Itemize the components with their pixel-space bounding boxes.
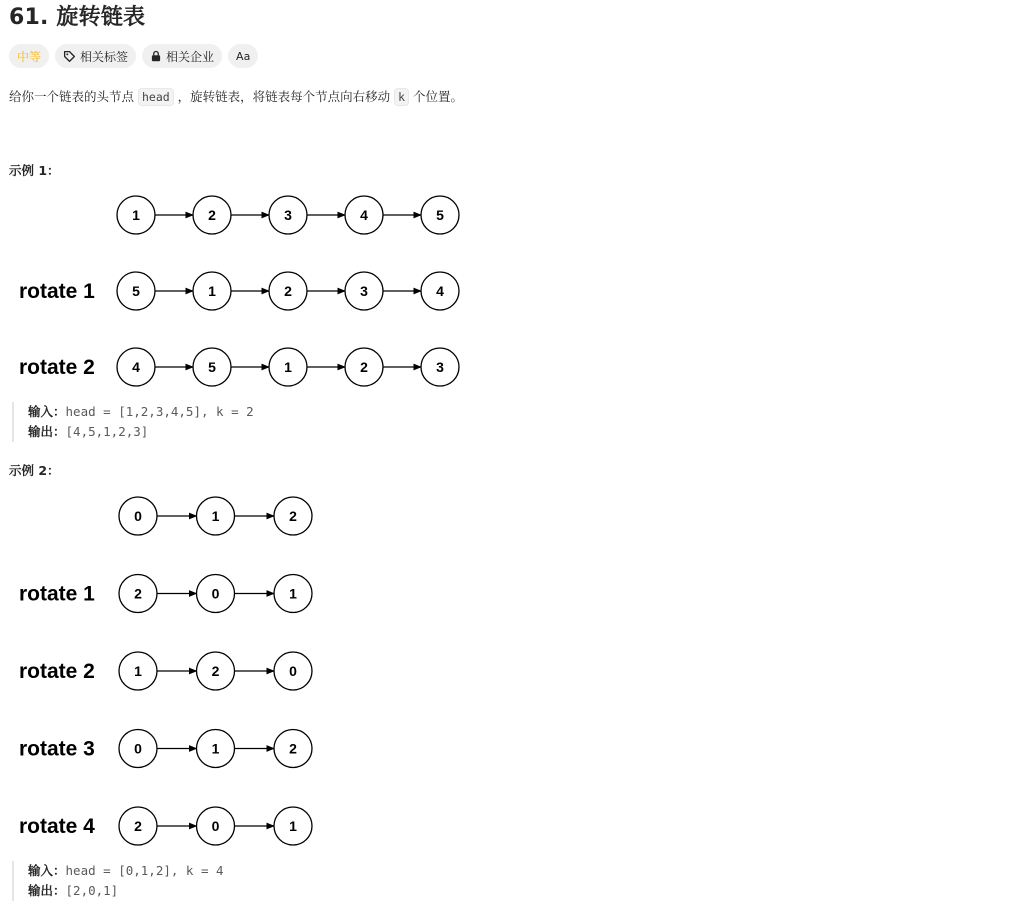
node-value: 0 bbox=[211, 585, 220, 602]
node-value: 1 bbox=[289, 585, 297, 602]
node-value: 0 bbox=[289, 663, 297, 679]
inline-code-k: k bbox=[394, 88, 409, 106]
difficulty-badge[interactable] bbox=[9, 44, 49, 68]
node-value: 5 bbox=[436, 207, 444, 223]
node-value: 2 bbox=[134, 818, 142, 834]
node-value: 2 bbox=[360, 359, 368, 375]
example-2-title: 示例 2： bbox=[9, 463, 60, 478]
node-value: 1 bbox=[208, 283, 216, 299]
node-value: 5 bbox=[208, 359, 216, 375]
node-value: 4 bbox=[132, 359, 140, 375]
node-value: 1 bbox=[211, 740, 220, 757]
node-value: 3 bbox=[436, 359, 444, 375]
rotate-label: rotate 2 bbox=[19, 660, 95, 683]
input-label: 输入： bbox=[28, 863, 66, 878]
output-value: [2,0,1] bbox=[65, 883, 119, 898]
related-companies-button[interactable] bbox=[142, 44, 222, 68]
node-value: 0 bbox=[134, 740, 142, 757]
tag-icon bbox=[63, 50, 76, 63]
related-tags-button[interactable] bbox=[55, 44, 136, 68]
example-1-title: 示例 1： bbox=[9, 163, 60, 178]
output-label: 输出： bbox=[28, 883, 66, 898]
translate-button[interactable] bbox=[228, 44, 258, 68]
node-value: 5 bbox=[132, 283, 140, 299]
node-value: 1 bbox=[134, 663, 142, 679]
related-tags-label: 相关标签 bbox=[80, 49, 129, 64]
node-value: 2 bbox=[289, 740, 297, 757]
output-label: 输出： bbox=[28, 424, 66, 439]
node-value: 4 bbox=[436, 283, 444, 299]
node-value: 2 bbox=[208, 207, 216, 223]
rotate-label: rotate 3 bbox=[19, 737, 95, 761]
input-label: 输入： bbox=[28, 404, 66, 419]
node-value: 4 bbox=[360, 207, 368, 223]
problem-title: 61. 旋转链表 bbox=[9, 5, 146, 30]
output-value: [4,5,1,2,3] bbox=[65, 424, 149, 439]
example-2-io bbox=[12, 861, 224, 901]
input-value: head = [0,1,2], k = 4 bbox=[65, 863, 224, 878]
node-value: 2 bbox=[134, 585, 142, 602]
difficulty-label: 中等 bbox=[17, 49, 42, 64]
node-value: 0 bbox=[134, 508, 142, 524]
inline-code-head: head bbox=[138, 88, 174, 106]
problem-description bbox=[9, 87, 463, 105]
node-value: 1 bbox=[211, 508, 220, 524]
rotate-label: rotate 4 bbox=[19, 815, 95, 838]
node-value: 3 bbox=[284, 207, 292, 223]
example-1-io bbox=[12, 402, 254, 442]
lock-icon bbox=[150, 50, 162, 62]
node-value: 1 bbox=[289, 818, 297, 834]
rotate-label: rotate 1 bbox=[19, 280, 95, 303]
example-2-diagram bbox=[0, 485, 520, 855]
translate-icon: Aa bbox=[236, 49, 251, 63]
description-text: 个位置。 bbox=[409, 89, 464, 104]
rotate-label: rotate 2 bbox=[19, 356, 95, 379]
node-value: 0 bbox=[211, 818, 220, 834]
description-text: ，旋转链表，将链表每个节点向右移动 bbox=[173, 89, 395, 104]
description-text: 给你一个链表的头节点 bbox=[9, 89, 138, 104]
related-companies-label: 相关企业 bbox=[166, 49, 215, 64]
node-value: 2 bbox=[211, 663, 220, 679]
tag-bar bbox=[9, 44, 258, 68]
node-value: 3 bbox=[360, 283, 368, 299]
node-value: 2 bbox=[284, 283, 292, 299]
node-value: 1 bbox=[284, 359, 292, 375]
node-value: 2 bbox=[289, 508, 297, 524]
node-value: 1 bbox=[132, 207, 140, 223]
rotate-label: rotate 1 bbox=[19, 582, 95, 606]
example-1-diagram bbox=[0, 185, 520, 393]
input-value: head = [1,2,3,4,5], k = 2 bbox=[65, 404, 254, 419]
